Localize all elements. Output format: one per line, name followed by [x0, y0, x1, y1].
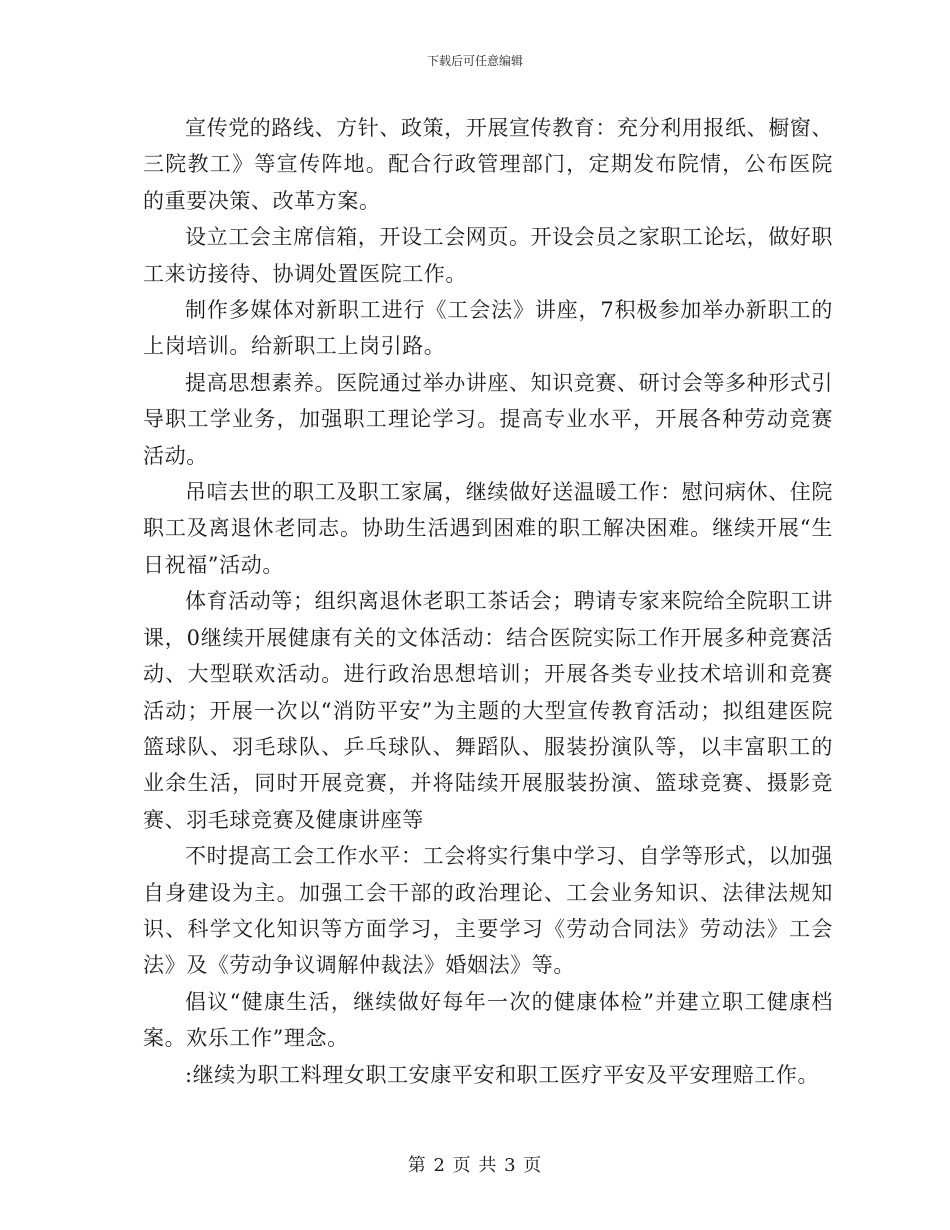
paragraph-ideology: 提高思想素养。医院通过举办讲座、知识竞赛、研讨会等多种形式引导职工学业务，加强职工理论学习。提高专业水平，开展各种劳动竞赛活动。 [143, 370, 833, 468]
paragraph-mailbox: 设立工会主席信箱，开设工会网页。开设会员之家职工论坛，做好职工来访接待、协调处置医院工作。 [143, 225, 833, 286]
paragraph-publicity: 宣传党的路线、方针、政策，开展宣传教育：充分利用报纸、橱窗、三院教工》等宣传阵地。配合行政管理部门，定期发布院情，公布医院的重要决策、改革方案。 [143, 116, 833, 213]
paragraph-union-work: 不时提高工会工作水平：工会将实行集中学习、自学等形式，以加强自身建设为主。加强工会干部的政治理论、工会业务知识、法律法规知识、科学文化知识等方面学习，主要学习《劳动合同法》劳动法》工会法》及《劳动争议调解仲裁法》婚姻法》等。 [143, 844, 833, 978]
paragraph-health-initiative: 倡议“健康生活，继续做好每年一次的健康体检”并建立职工健康档案。欢乐工作”理念。 [143, 989, 833, 1051]
paragraph-condolence: 吊唁去世的职工及职工家属，继续做好送温暖工作：慰问病休、住院职工及离退休老同志。协助生活遇到困难的职工解决困难。继续开展“生日祝福”活动。 [143, 480, 833, 577]
paragraph-new-staff-training: 制作多媒体对新职工进行《工会法》讲座，7积极参加举办新职工的上岗培训。给新职工上岗引路。 [143, 298, 833, 359]
paragraph-sports-activities: 体育活动等；组织离退休老职工茶话会；聘请专家来院给全院职工讲课，0继续开展健康有关的文体活动：结合医院实际工作开展多种竞赛活动、大型联欢活动。进行政治思想培训；开展各类专业技术培训和竞赛活动；开展一次以“消防平安”为主题的大型宣传教育活动；拟组建医院篮球队、羽毛球队、乒乓球队、舞蹈队、服装扮演队等，以丰富职工的业余生活，同时开展竞赛，并将陆续开展服装扮演、篮球竞赛、摄影竞赛、羽毛球竞赛及健康讲座等 [143, 589, 833, 832]
document-body [143, 110, 833, 1093]
page-header-note: 下载后可任意编辑 [426, 54, 523, 68]
page-number: 第 2 页 共 3 页 [407, 1155, 543, 1176]
paragraph-insurance: :继续为职工料理女职工安康平安和职工医疗平安及平安理赔工作。 [185, 1062, 820, 1087]
